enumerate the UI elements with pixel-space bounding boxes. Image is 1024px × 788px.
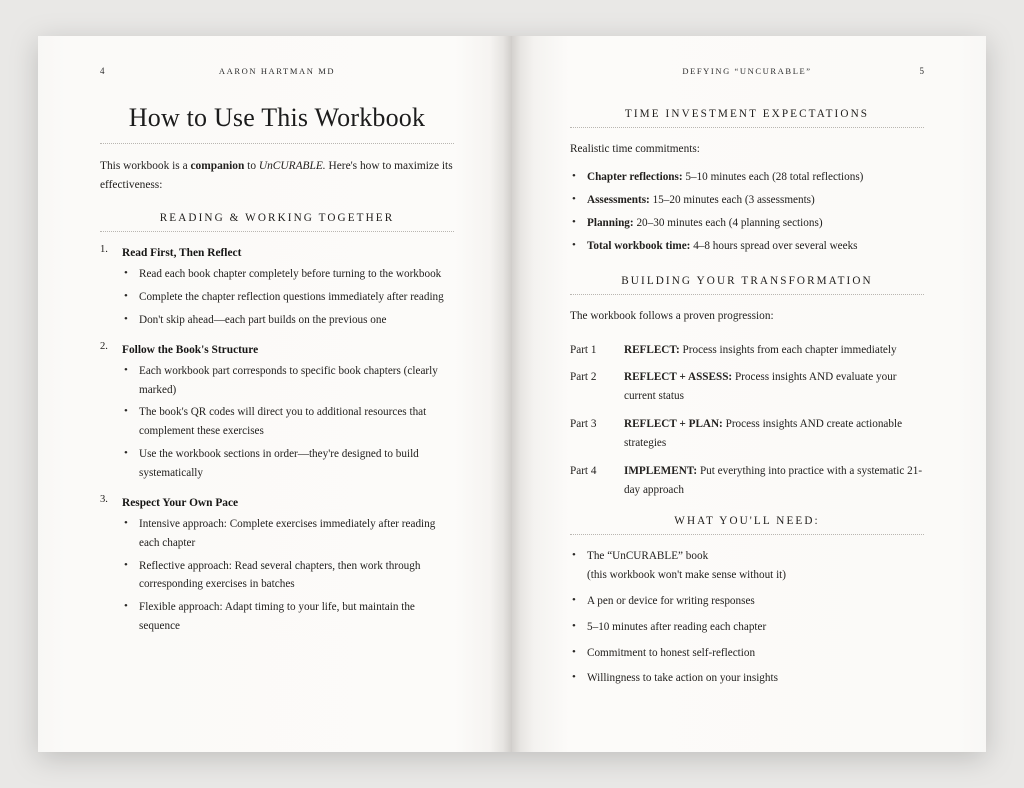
list-number: 2. (100, 340, 108, 352)
list-item: • Read each book chapter completely before turning to the workbook (122, 265, 454, 284)
progression-part: Part 1 (570, 343, 597, 356)
list-item: • A pen or device for writing responses (570, 592, 924, 611)
group-block (122, 341, 454, 483)
time-item-text: 4–8 hours spread over several weeks (690, 239, 858, 252)
list-item (100, 494, 454, 636)
folio-right: 5 (919, 66, 924, 76)
section-heading-need: WHAT YOU'LL NEED: (674, 515, 820, 528)
intro-part-c: to (244, 159, 259, 172)
section-heading-time: TIME INVESTMENT EXPECTATIONS (624, 108, 870, 120)
numbered-list (100, 244, 454, 636)
progression-label: IMPLEMENT: (624, 464, 698, 477)
list-item (570, 168, 924, 187)
list-item (570, 547, 924, 585)
group-heading: Respect Your Own Pace (122, 496, 239, 509)
book-spread (38, 36, 986, 752)
list-item: • Flexible approach: Adapt timing to your life, but maintain the sequence (122, 598, 454, 636)
intro-italic-booktitle: UnCURABLE. (258, 159, 326, 172)
time-lead: Realistic time commitments: (570, 143, 700, 155)
title-divider (100, 143, 454, 144)
progression-row (570, 462, 924, 500)
section-heading-reading: READING & WORKING TOGETHER (159, 211, 395, 224)
intro-bold-companion: companion (190, 159, 245, 172)
list-item: • Commitment to honest self-reflection (570, 644, 924, 663)
needs-bullet-list (570, 547, 924, 688)
section-heading-building: BUILDING YOUR TRANSFORMATION (621, 275, 873, 288)
running-head-right (570, 66, 924, 80)
time-item-label: Planning: (587, 216, 634, 229)
bullet-list (122, 515, 454, 636)
list-item: • Use the workbook sections in order—they're designed to build systematically (122, 445, 454, 483)
left-page-content (100, 66, 454, 640)
running-head-title-right: DEFYING “UNCURABLE” (682, 66, 812, 76)
running-head-left (100, 66, 454, 80)
group-block (122, 494, 454, 636)
section-divider-reading (100, 231, 454, 232)
list-item: • Each workbook part corresponds to specific book chapters (clearly marked) (122, 362, 454, 400)
intro-part-a: This workbook is a (100, 159, 191, 172)
list-item: • Reflective approach: Read several chapters, then work through corresponding exercises in batches (122, 557, 454, 595)
right-page-content (570, 66, 924, 695)
list-item: • Willingness to take action on your insights (570, 669, 924, 688)
left-page (38, 36, 512, 752)
intro-part-e: Here's how to maximize its effectiveness: (100, 159, 453, 192)
progression-text: Process insights from each chapter immediately (679, 343, 897, 356)
time-item-text: 20–30 minutes each (4 planning sections) (633, 216, 823, 229)
time-bullet-list (570, 168, 924, 255)
gutter-shadow (490, 36, 512, 752)
building-lead: The workbook follows a proven progression: (570, 310, 774, 323)
progression-text: Process insights AND evaluate your current status (624, 371, 897, 403)
list-number: 1. (100, 243, 108, 255)
gutter-shadow (512, 36, 534, 752)
progression-label: REFLECT + ASSESS: (624, 371, 733, 384)
list-item: • Complete the chapter reflection questions immediately after reading (122, 288, 454, 307)
intro-paragraph (100, 157, 454, 196)
progression-list (570, 341, 924, 500)
section-divider-building (570, 294, 924, 295)
needs-item-text: The “UnCURABLE” book (587, 550, 709, 563)
folio-left: 4 (100, 66, 105, 76)
list-item: • Intensive approach: Complete exercises immediately after reading each chapter (122, 515, 454, 553)
list-item (570, 214, 924, 233)
list-item (570, 191, 924, 210)
list-item: • 5–10 minutes after reading each chapter (570, 618, 924, 637)
list-item (570, 237, 924, 256)
time-item-label: Chapter reflections: (587, 171, 683, 184)
group-heading: Read First, Then Reflect (122, 246, 242, 259)
bullet-list (122, 362, 454, 483)
bullet-list (122, 265, 454, 329)
section-divider-need (570, 534, 924, 535)
running-head-title-left: AARON HARTMAN MD (218, 66, 336, 76)
progression-part: Part 4 (570, 464, 597, 477)
progression-row (570, 341, 924, 360)
progression-text: Process insights AND create actionable strategies (624, 418, 903, 449)
time-item-text: 5–10 minutes each (28 total reflections) (682, 171, 864, 184)
progression-row (570, 368, 924, 406)
list-item: • Don't skip ahead—each part builds on the previous one (122, 311, 454, 330)
time-item-label: Total workbook time: (587, 239, 691, 252)
progression-row (570, 415, 924, 453)
progression-part: Part 3 (570, 418, 597, 431)
group-block (122, 244, 454, 330)
list-item (100, 244, 454, 330)
progression-text: Put everything into practice with a systematic 21-day approach (624, 464, 923, 496)
time-item-text: 15–20 minutes each (3 assessments) (649, 194, 815, 207)
section-divider-time (570, 127, 924, 128)
progression-body (624, 462, 924, 500)
page-title: How to Use This Workbook (128, 103, 426, 132)
list-item: • The book's QR codes will direct you to additional resources that complement these exercises (122, 403, 454, 441)
list-item (100, 341, 454, 483)
group-heading: Follow the Book's Structure (122, 343, 259, 356)
list-number: 3. (100, 493, 108, 505)
progression-body (624, 415, 924, 453)
time-item-label: Assessments: (587, 194, 650, 207)
progression-label: REFLECT + PLAN: (624, 418, 723, 431)
progression-body (624, 341, 924, 360)
progression-part: Part 2 (570, 371, 597, 384)
needs-item-subtext: (this workbook won't make sense without it) (587, 569, 787, 582)
progression-body (624, 368, 924, 406)
progression-label: REFLECT: (624, 343, 680, 356)
right-page (512, 36, 986, 752)
